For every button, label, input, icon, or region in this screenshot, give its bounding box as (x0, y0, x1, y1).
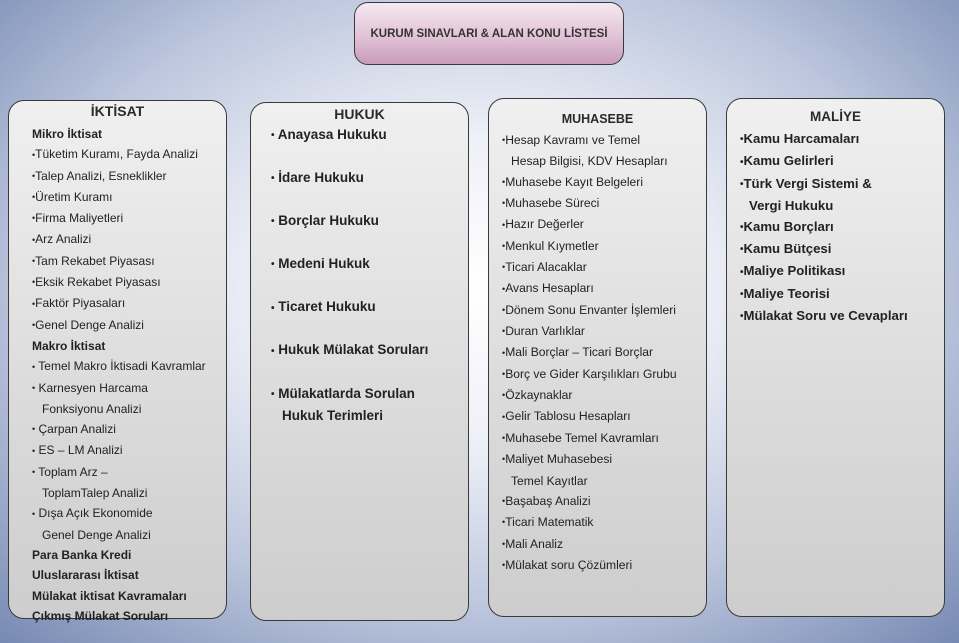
iktisat-topic-item: Fonksiyonu Analizi (42, 401, 142, 416)
maliye-topic-item: • Kamu Bütçesi (740, 239, 908, 261)
muhasebe-title: MUHASEBE (561, 112, 634, 126)
iktisat-topic-item: • Tüketim Kuramı, Fayda Analizi (32, 144, 206, 165)
muhasebe-topic-item: • Borç ve Gider Karşılıkları Grubu (502, 364, 677, 385)
muhasebe-topic-item: • Başabaş Analizi (502, 491, 677, 512)
hukuk-topic-item: • Anayasa Hukuku (271, 125, 428, 148)
maliye-topic-item: • Kamu Harcamaları (740, 129, 908, 151)
iktisat-topic-item: • Toplam Arz – (32, 462, 206, 483)
muhasebe-topic-item: • Mali Borçlar – Ticari Borçlar (502, 342, 677, 363)
muhasebe-topic-item: • Menkul Kıymetler (502, 236, 677, 257)
maliye-title: MALİYE (809, 109, 861, 124)
iktisat-topic-item: • Genel Denge Analizi (32, 315, 206, 336)
iktisat-topic-item: Çıkmış Mülakat Soruları (32, 608, 169, 623)
muhasebe-topic-list (502, 130, 677, 576)
muhasebe-topic-item: • Ticari Matematik (502, 512, 677, 533)
iktisat-topic-item: • Üretim Kuramı (32, 187, 206, 208)
muhasebe-topic-item: • Gelir Tablosu Hesapları (502, 406, 677, 427)
diagram-title-text: KURUM SINAVLARI & ALAN KONU LİSTESİ (370, 27, 608, 40)
maliye-topic-list (740, 129, 908, 329)
iktisat-topic-item: Mülakat iktisat Kavramaları (32, 588, 187, 603)
maliye-topic-item: • Maliye Teorisi (740, 284, 908, 306)
muhasebe-topic-item: • Duran Varlıklar (502, 321, 677, 342)
muhasebe-topic-item: • Dönem Sonu Envanter İşlemleri (502, 300, 677, 321)
muhasebe-topic-item: • Mülakat soru Çözümleri (502, 555, 677, 576)
muhasebe-column (488, 98, 707, 617)
iktisat-topic-item: • Çarpan Analizi (32, 419, 206, 440)
hukuk-topic-list (271, 125, 428, 427)
muhasebe-topic-item: • Maliyet Muhasebesi (502, 449, 677, 470)
maliye-column (726, 98, 945, 617)
iktisat-topic-item: • Karnesyen Harcama (32, 378, 206, 399)
hukuk-column (250, 102, 469, 621)
iktisat-topic-item: • Eksik Rekabet Piyasası (32, 272, 206, 293)
iktisat-topic-item: • Arz Analizi (32, 229, 206, 250)
hukuk-topic-item: • Mülakatlarda Sorulan (271, 384, 428, 407)
muhasebe-topic-item: • Mali Analiz (502, 534, 677, 555)
maliye-topic-item: • Maliye Politikası (740, 261, 908, 283)
muhasebe-topic-item: • Ticari Alacaklar (502, 257, 677, 278)
iktisat-topic-item: • Tam Rekabet Piyasası (32, 251, 206, 272)
iktisat-column (8, 100, 227, 623)
hukuk-topic-item: • Medeni Hukuk (271, 254, 428, 277)
maliye-topic-item: • Mülakat Soru ve Cevapları (740, 306, 908, 328)
iktisat-topic-item: • Talep Analizi, Esneklikler (32, 166, 206, 187)
iktisat-topic-item: Genel Denge Analizi (42, 527, 151, 542)
iktisat-topic-list (32, 124, 206, 626)
maliye-topic-item: • Kamu Gelirleri (740, 151, 908, 173)
muhasebe-topic-item: Temel Kayıtlar (511, 473, 588, 488)
diagram-title (354, 2, 624, 65)
hukuk-topic-item: • Ticaret Hukuku (271, 297, 428, 320)
iktisat-topic-item: Uluslararası İktisat (32, 568, 139, 583)
hukuk-topic-item: Hukuk Terimleri (282, 408, 384, 424)
muhasebe-topic-item: Hesap Bilgisi, KDV Hesapları (511, 154, 668, 169)
hukuk-topic-item: • İdare Hukuku (271, 168, 428, 191)
iktisat-topic-item: • ES – LM Analizi (32, 440, 206, 461)
hukuk-topic-item: • Borçlar Hukuku (271, 211, 428, 234)
maliye-topic-item: • Kamu Borçları (740, 217, 908, 239)
maliye-topic-item: • Türk Vergi Sistemi & (740, 174, 908, 196)
muhasebe-topic-item: • Hazır Değerler (502, 214, 677, 235)
iktisat-topic-item: • Temel Makro İktisadi Kavramlar (32, 356, 206, 377)
iktisat-topic-item: Para Banka Kredi (32, 547, 132, 562)
hukuk-title: HUKUK (334, 106, 385, 122)
muhasebe-topic-item: • Özkaynaklar (502, 385, 677, 406)
iktisat-topic-item: • Faktör Piyasaları (32, 293, 206, 314)
muhasebe-topic-item: • Hesap Kavramı ve Temel (502, 130, 677, 151)
iktisat-title: İKTİSAT (90, 103, 145, 119)
muhasebe-topic-item: • Muhasebe Kayıt Belgeleri (502, 172, 677, 193)
maliye-topic-item: Vergi Hukuku (749, 198, 834, 214)
iktisat-topic-item: Makro İktisat (32, 338, 106, 353)
hukuk-topic-item: • Hukuk Mülakat Soruları (271, 340, 428, 363)
muhasebe-topic-item: • Muhasebe Süreci (502, 193, 677, 214)
iktisat-topic-item: ToplamTalep Analizi (42, 486, 148, 501)
iktisat-topic-item: • Firma Maliyetleri (32, 208, 206, 229)
iktisat-topic-item: • Dışa Açık Ekonomide (32, 503, 206, 524)
muhasebe-topic-item: • Avans Hesapları (502, 278, 677, 299)
iktisat-topic-item: Mikro İktisat (32, 127, 103, 141)
muhasebe-topic-item: • Muhasebe Temel Kavramları (502, 428, 677, 449)
